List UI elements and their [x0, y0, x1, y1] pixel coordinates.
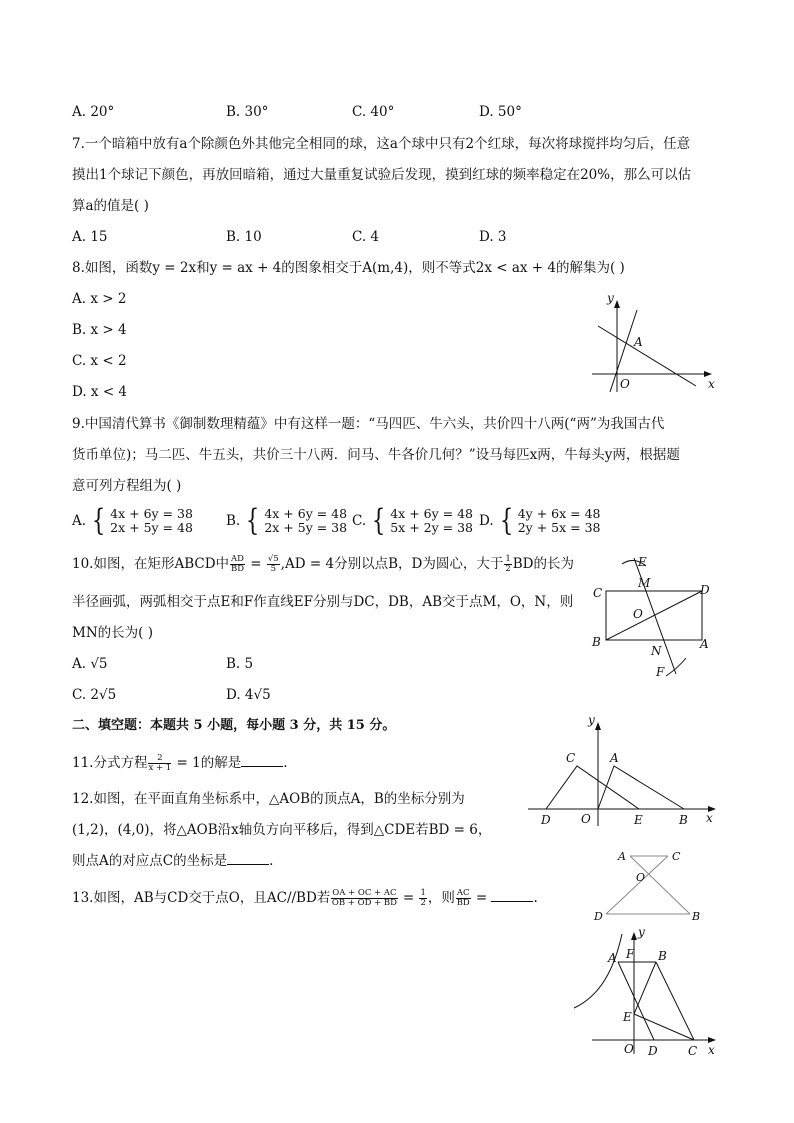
q10-frac3-den: 2: [505, 564, 511, 574]
bottom-label-c: C: [688, 1044, 698, 1058]
q9-d-eq1: 4y + 6x = 48: [517, 506, 601, 521]
bottom-segment-be: [634, 962, 656, 1014]
q10-frac-sqrt5: [267, 555, 280, 574]
q8-label-x: x: [708, 377, 715, 391]
q10-label-e: E: [638, 555, 647, 569]
q9-line-1: 9.中国清代算书《御制数理精蕴》中有这样一题：“马四匹、牛六头，共价四十八两(“两”为我国古代: [72, 416, 665, 432]
q6-option-b[interactable]: B. 30°: [226, 104, 269, 120]
q13-mid2: ，则: [427, 890, 455, 906]
q9-c-eq1: 4x + 6y = 48: [390, 506, 473, 521]
q9-a-eq1: 4x + 6y = 38: [110, 506, 193, 521]
q13-label-c: C: [672, 850, 681, 863]
q6-option-a[interactable]: A. 20°: [72, 104, 115, 120]
q12-end: .: [269, 853, 274, 869]
q13-frac-perimeters: [331, 889, 397, 908]
q10-frac1-num: AD: [231, 554, 245, 564]
q7-line-2: 摸出1个球记下颜色，再放回暗箱，通过大量重复试验后发现，摸到红球的频率稳定在20%，那么可以估: [72, 167, 692, 183]
q12-label-y: y: [588, 713, 595, 727]
q10-label-o: O: [633, 607, 643, 621]
bottom-label-x: x: [708, 1043, 715, 1057]
q12-triangle-aob: [598, 766, 684, 809]
bottom-label-y: y: [638, 926, 645, 939]
q8-option-b[interactable]: B. x > 4: [72, 322, 127, 338]
q7-option-a[interactable]: A. 15: [72, 229, 108, 245]
q10-label-n: N: [651, 644, 662, 658]
bottom-y-arrow: [631, 932, 637, 940]
q13-frac-ac-bd: [456, 889, 471, 908]
q13-end: .: [533, 890, 538, 906]
q7-line-1: 7.一个暗箱中放有a个除颜色外其他完全相同的球，这a个球中只有2个红球，每次将球搅拌均匀后，任意: [72, 136, 691, 152]
q10-option-a[interactable]: A. √5: [72, 656, 108, 672]
q13-label-d: D: [594, 910, 603, 923]
q10-label-a: A: [700, 637, 709, 651]
q10-line-2: 半径画弧，两弧相交于点E和F作直线EF分别与DC，DB，AB交于点M，O，N，则: [72, 594, 574, 610]
q7-option-c[interactable]: C. 4: [352, 229, 380, 245]
q10-frac2-den: 5: [270, 564, 277, 574]
q10-line-1b: =: [246, 556, 266, 572]
bottom-label-b: B: [658, 949, 667, 963]
q13-answer-blank[interactable]: [491, 889, 533, 902]
q12-line-3-text: 则点A的对应点C的坐标是: [72, 853, 228, 869]
q11-frac-den: x + 1: [148, 763, 172, 773]
q12-y-arrow: [595, 722, 601, 730]
q10-label-d: D: [700, 583, 710, 597]
q6-option-c[interactable]: C. 40°: [352, 104, 395, 120]
q13-frac-half: [419, 889, 426, 908]
section-2-title: 二、填空题：本题共 5 小题，每小题 3 分，共 15 分。: [72, 718, 396, 733]
bottom-label-d: D: [648, 1044, 658, 1058]
q8-label-a: A: [634, 335, 643, 349]
q6-option-d[interactable]: D. 50°: [479, 104, 522, 120]
q12-line-3: [72, 852, 273, 870]
bottom-segment-ec: [634, 1014, 694, 1040]
q9-option-d-label: D.: [479, 513, 494, 529]
q12-label-b: B: [679, 813, 688, 827]
q12-label-o: O: [581, 812, 591, 826]
bottom-hyperbola: [574, 934, 622, 1008]
q12-figure: [524, 712, 724, 830]
q10-figure: [588, 550, 720, 684]
q10-frac3-num: 1: [505, 554, 511, 564]
q10-line-1c: ,AD = 4分别以点B，D为圆心，大于: [280, 556, 504, 572]
q10-label-m: M: [638, 576, 651, 590]
q7-option-b[interactable]: B. 10: [226, 229, 262, 245]
bottom-label-o: O: [624, 1042, 634, 1056]
q8-label-y: y: [607, 291, 614, 305]
q9-b-eq1: 4x + 6y = 48: [264, 506, 348, 521]
q8-stem: 8.如图，函数y = 2x和y = ax + 4的图象相交于A(m,4)，则不等式2x < ax + 4的解集为( ): [72, 260, 625, 276]
q11-frac-num: 2: [148, 754, 171, 764]
q9-option-c-label: C.: [352, 513, 367, 529]
bottom-figure: [570, 926, 720, 1058]
q13-label-b: B: [692, 910, 701, 923]
q9-option-a[interactable]: [72, 503, 193, 538]
q13-frac-num: OA + OC + AC: [332, 888, 397, 898]
q9-c-eq2: 5x + 2y = 38: [390, 520, 473, 535]
q8-option-a[interactable]: A. x > 2: [72, 291, 127, 307]
q13-prefix: 13.如图，AB与CD交于点O，且AC//BD若: [72, 890, 331, 906]
q13-segment-ab: [630, 856, 690, 914]
q13-half-den: 2: [420, 898, 426, 908]
q9-line-3: 意可列方程组为( ): [72, 478, 182, 494]
q12-answer-blank[interactable]: [227, 852, 269, 865]
bottom-label-e: E: [623, 1010, 632, 1024]
q11-frac: [148, 754, 171, 773]
q9-a-eq2: 2x + 5y = 48: [110, 520, 193, 535]
q13-half-num: 1: [420, 888, 426, 898]
q13-frac-den: OB + OD + BD: [331, 898, 397, 908]
q10-line-3: MN的长为( ): [72, 625, 153, 641]
q9-option-b-label: B.: [226, 513, 241, 529]
q9-option-b[interactable]: [226, 503, 348, 538]
q8-line-ax4: [598, 326, 696, 386]
brace-glyph: {: [499, 503, 513, 538]
q12-label-e: E: [634, 813, 643, 827]
q13-label-a: A: [618, 850, 626, 863]
q10-label-c: C: [593, 586, 603, 600]
q9-b-eq2: 2x + 5y = 38: [264, 520, 348, 535]
q8-option-c[interactable]: C. x < 2: [72, 353, 127, 369]
q12-label-c: C: [566, 751, 576, 765]
q10-option-b[interactable]: B. 5: [226, 656, 254, 672]
q11-line: [72, 754, 288, 773]
q13-mid3: =: [471, 890, 492, 906]
q13-line: [72, 889, 538, 908]
q13-segment-cd: [606, 856, 668, 914]
q10-label-f: F: [656, 665, 665, 679]
q13-label-o: O: [636, 871, 646, 884]
q9-option-d[interactable]: [479, 503, 601, 538]
q13-ratio-den: BD: [456, 898, 470, 908]
q10-option-c[interactable]: C. 2√5: [72, 687, 117, 703]
q11-suffix: = 1的解是: [172, 755, 242, 771]
q9-line-2: 货币单位)；马二匹、牛五头，共价三十八两．问马、牛各价几何？”设马每匹x两，牛每头y两，根据题: [72, 447, 680, 463]
q10-diagonal-bd: [606, 591, 702, 640]
q10-frac-half: [504, 555, 511, 574]
q7-option-d[interactable]: D. 3: [479, 229, 507, 245]
bottom-segment-bc: [656, 962, 694, 1040]
q10-label-b: B: [592, 635, 601, 649]
q10-line-1a: 10.如图，在矩形ABCD中: [72, 556, 230, 572]
q10-line-1d: BD的长为: [512, 556, 575, 572]
q9-option-a-label: A.: [72, 513, 87, 529]
q7-line-3: 算a的值是( ): [72, 198, 149, 214]
q9-option-c[interactable]: [352, 503, 473, 538]
q9-d-eq2: 2y + 5x = 38: [517, 520, 601, 535]
q8-y-arrow: [614, 300, 620, 308]
brace-glyph: {: [246, 503, 260, 538]
q8-figure: [590, 288, 720, 396]
bottom-segment-ad: [618, 962, 654, 1040]
brace-glyph: {: [91, 503, 106, 538]
q11-prefix: 11.分式方程: [72, 755, 148, 771]
q8-label-o: O: [620, 377, 630, 391]
q12-label-x: x: [706, 811, 713, 825]
q10-frac1-den: BD: [231, 564, 245, 574]
bottom-label-a: A: [608, 951, 617, 965]
q10-frac-ad-bd: [230, 555, 245, 574]
q10-option-d[interactable]: D. 4√5: [226, 687, 271, 703]
q10-frac2-num: √5: [267, 554, 279, 564]
q8-option-d[interactable]: D. x < 4: [72, 384, 128, 400]
q12-label-d: D: [541, 813, 551, 827]
q13-mid: =: [398, 890, 419, 906]
q13-ratio-num: AC: [456, 888, 470, 898]
q11-answer-blank[interactable]: [241, 754, 283, 767]
brace-glyph: {: [372, 503, 386, 538]
q13-figure: [590, 846, 710, 924]
q12-line-1: 12.如图，在平面直角坐标系中，△AOB的顶点A，B的坐标分别为: [72, 791, 465, 807]
bottom-label-f: F: [626, 947, 635, 961]
q12-label-a: A: [610, 751, 619, 765]
q11-end: .: [283, 755, 288, 771]
q10-line-1: [72, 555, 574, 574]
q12-line-2: (1,2)，(4,0)，将△AOB沿x轴负方向平移后，得到△CDE若BD = 6，: [72, 822, 492, 838]
